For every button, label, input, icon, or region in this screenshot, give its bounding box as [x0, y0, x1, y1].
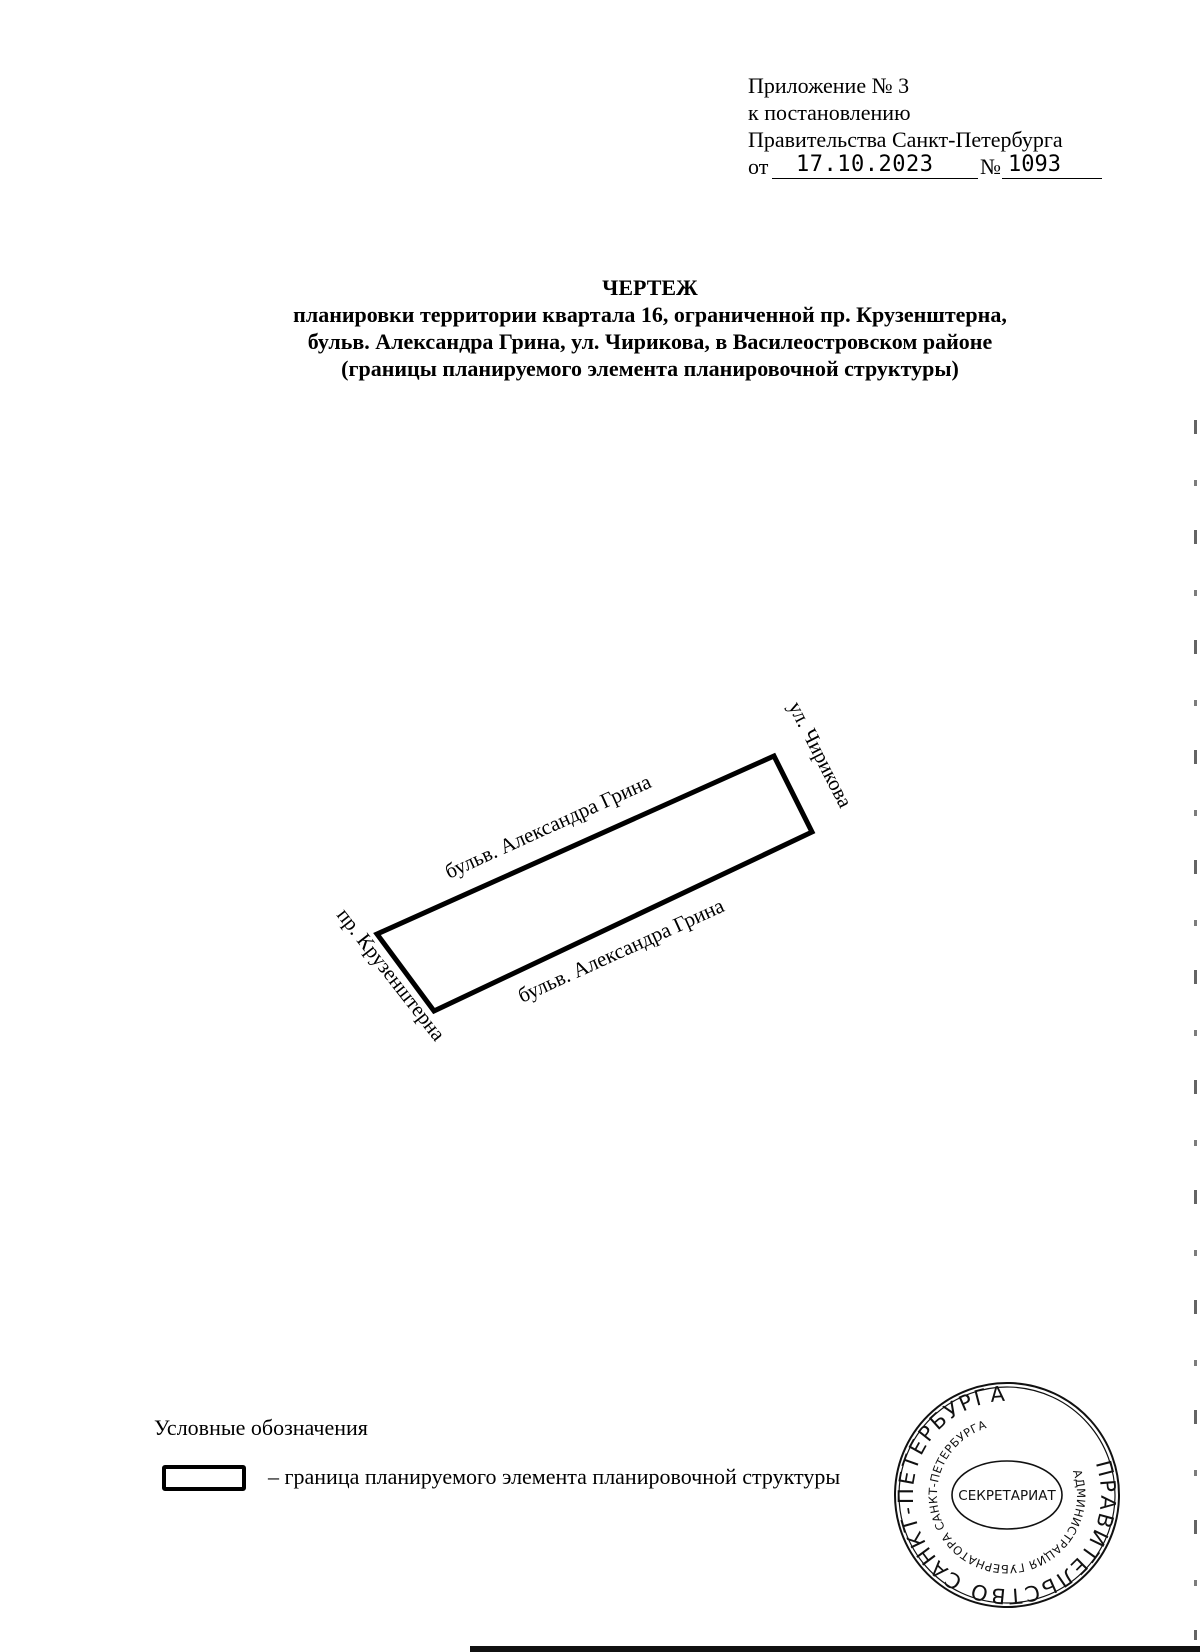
- title-heading: ЧЕРТЕЖ: [602, 275, 698, 300]
- territory-boundary: [377, 756, 812, 1011]
- scan-edge-artifact: [1194, 420, 1197, 1640]
- document-title: [180, 274, 1120, 382]
- street-label-right: ул. Чирикова: [783, 697, 858, 812]
- stamp-center-text: СЕКРЕТАРИАТ: [958, 1488, 1056, 1504]
- street-label-bottom: бульв. Александра Грина: [514, 893, 728, 1008]
- title-line-3: (границы планируемого элемента планировочной структуры): [341, 356, 959, 381]
- appendix-to-resolution: к постановлению: [748, 100, 911, 125]
- title-line-1: планировки территории квартала 16, ограниченной пр. Крузенштерна,: [293, 302, 1007, 327]
- number-label: №: [980, 154, 1001, 179]
- official-stamp: [890, 1378, 1124, 1612]
- legend-boundary-swatch: [162, 1465, 246, 1491]
- resolution-number: 1093: [1002, 151, 1102, 179]
- resolution-date: 17.10.2023: [772, 151, 978, 179]
- appendix-header: [748, 72, 1168, 183]
- from-label: от: [748, 154, 769, 179]
- legend-title: Условные обозначения: [154, 1415, 368, 1440]
- street-label-left: пр. Крузенштерна: [332, 903, 451, 1046]
- appendix-government: Правительства Санкт-Петербурга: [748, 127, 1063, 152]
- scan-bottom-edge: [470, 1646, 1200, 1652]
- title-line-2: бульв. Александра Грина, ул. Чирикова, в Василеостровском районе: [307, 329, 993, 354]
- legend-item-label: – граница планируемого элемента планировочной структуры: [268, 1464, 841, 1489]
- stamp-inner-text: АДМИНИСТРАЦИЯ ГУБЕРНАТОРА САНКТ-ПЕТЕРБУРГА: [925, 1417, 1089, 1577]
- street-label-top: бульв. Александра Грина: [441, 769, 655, 884]
- stamp-outer-text: ПРАВИТЕЛЬСТВО САНКТ-ПЕТЕРБУРГА: [893, 1381, 1121, 1609]
- appendix-date-row: [748, 153, 1168, 183]
- appendix-title: Приложение № 3: [748, 73, 910, 98]
